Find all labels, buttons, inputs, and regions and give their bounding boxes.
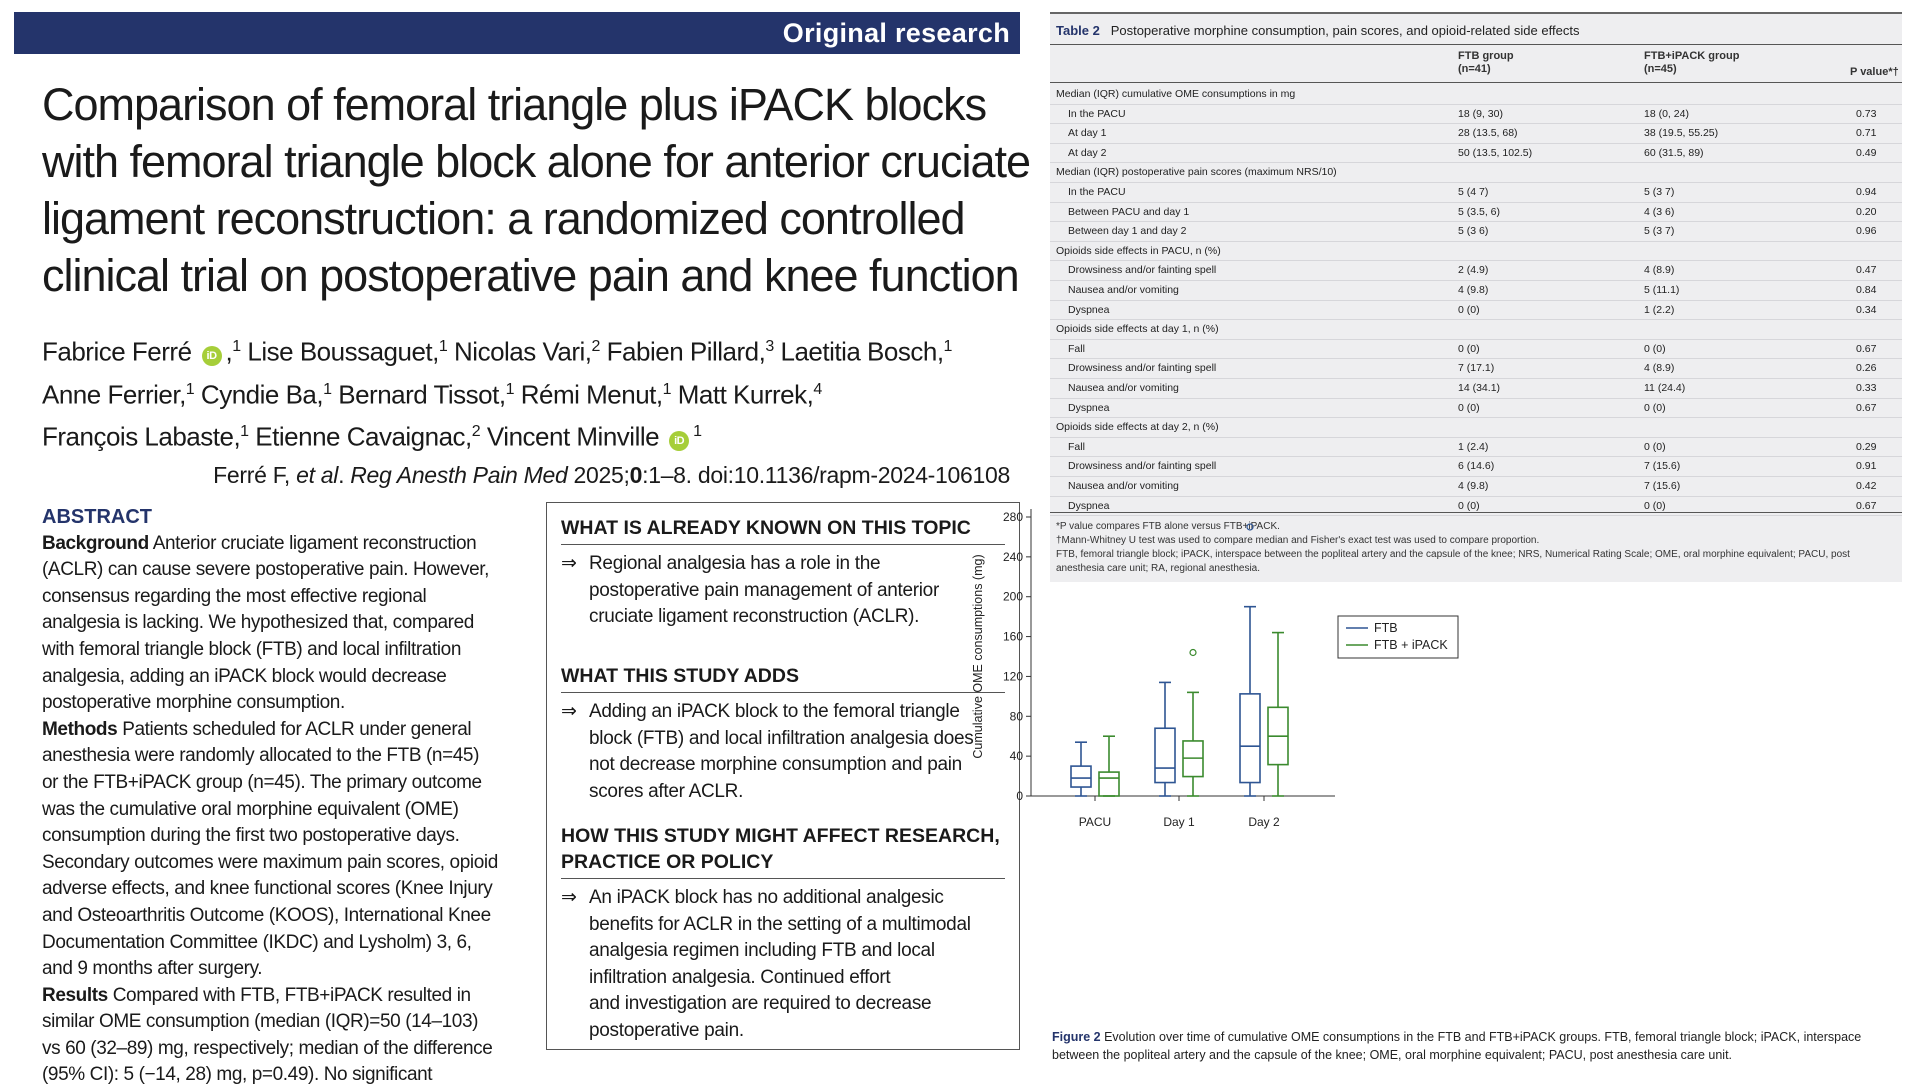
figure-2 — [860, 504, 1740, 964]
abstract-line: or the FTB+iPACK group (n=45). The primary outcome — [42, 771, 482, 793]
abstract-line — [42, 983, 532, 1010]
affiliation-sup: 1 — [505, 380, 514, 398]
abstract-line: consensus regarding the most effective regional — [42, 585, 427, 607]
table-cell-ftb: 2 (4.9) — [1458, 264, 1489, 277]
table-cell-label: Median (IQR) postoperative pain scores (maximum NRS/10) — [1056, 166, 1337, 179]
table-cell-combo: 7 (15.6) — [1644, 460, 1681, 473]
paper-title — [42, 76, 1032, 304]
table-cell-ftb: 5 (3.5, 6) — [1458, 205, 1501, 218]
table-cell-label: At day 1 — [1068, 127, 1107, 140]
box-plot-chart — [860, 504, 1480, 844]
table-rule — [1050, 44, 1902, 45]
author-name[interactable]: Fabien Pillard, — [599, 336, 766, 367]
adds-heading: WHAT THIS STUDY ADDS — [561, 663, 1005, 693]
arrow-icon: ⇒ — [561, 553, 577, 574]
table-cell-ftb: 14 (34.1) — [1458, 382, 1501, 394]
y-tick-label: 120 — [1002, 669, 1023, 684]
table-cell-p: 0.20 — [1856, 205, 1877, 218]
table-cell-label: Drowsiness and/or fainting spell — [1068, 362, 1217, 375]
abstract-heading: ABSTRACT — [42, 506, 152, 528]
abstract-line: vs 60 (32–89) mg, respectively; median of the difference — [42, 1037, 493, 1059]
y-tick-label: 200 — [1002, 589, 1023, 604]
x-tick-label: Day 2 — [1248, 815, 1280, 829]
affiliation-sup: 4 — [813, 380, 822, 398]
abstract-line: postoperative morphine consumption. — [42, 692, 345, 714]
table-cell-ftb: 5 (3 6) — [1458, 225, 1489, 238]
table-row — [1050, 260, 1902, 281]
table-section-row — [1050, 319, 1902, 340]
table-cell-label: Between day 1 and day 2 — [1068, 225, 1187, 238]
abstract-line: was the cumulative oral morphine equivalent (OME) — [42, 798, 459, 820]
author-line — [42, 413, 952, 456]
banner-label: Original research — [782, 18, 1010, 48]
table-cell-ftb: 50 (13.5, 102.5) — [1458, 146, 1533, 159]
abstract-line: with femoral triangle block (FTB) and local infiltration — [42, 638, 461, 660]
abstract-line: consumption during the first two postoperative days. — [42, 825, 460, 847]
caption-text: Evolution over time of cumulative OME consumptions in the FTB and FTB+iPACK groups. FTB, femoral triangle block; iPACK, interspace — [1100, 1030, 1862, 1044]
table-cell-p: 0.33 — [1856, 382, 1877, 394]
abstract-line: Secondary outcomes were maximum pain scores, opioid — [42, 851, 498, 873]
table-cell-label: In the PACU — [1068, 107, 1126, 120]
table-section-row — [1050, 417, 1902, 438]
table-row — [1050, 143, 1902, 164]
table-row — [1050, 437, 1902, 458]
table-cell-label: Nausea and/or vomiting — [1068, 480, 1179, 492]
y-tick-label: 40 — [1009, 749, 1023, 764]
abstract — [42, 504, 532, 1089]
table-cell-label: Dyspnea — [1068, 303, 1110, 316]
box — [1099, 772, 1119, 796]
abstract-line: and Osteoarthritis Outcome (KOOS), International Knee — [42, 904, 491, 926]
affect-heading: HOW THIS STUDY MIGHT AFFECT RESEARCH, — [561, 825, 1000, 847]
table-row — [1050, 398, 1902, 419]
table-row — [1050, 456, 1902, 477]
table-cell-combo: 0 (0) — [1644, 440, 1666, 453]
table-cell-ftb: 4 (9.8) — [1458, 480, 1489, 492]
key-message-line: infiltration analgesia. Continued effort — [589, 966, 891, 988]
table-cell-combo: 38 (19.5, 55.25) — [1644, 127, 1719, 140]
title-line: Comparison of femoral triangle plus iPACK blocks — [42, 79, 987, 130]
table-cell-combo: 4 (8.9) — [1644, 264, 1675, 277]
table-cell-combo: 4 (3 6) — [1644, 205, 1675, 218]
citation-part: . — [338, 462, 351, 488]
abstract-line — [42, 531, 532, 558]
abstract-line: anesthesia were randomly allocated to the FTB (n=45) — [42, 745, 480, 767]
table-cell-label: At day 2 — [1068, 146, 1107, 159]
key-message-line: Regional analgesia has a role in the — [589, 553, 881, 574]
key-message-line: analgesia regimen including FTB and local — [589, 940, 935, 962]
affiliation-sup: 1 — [232, 338, 241, 355]
key-message-line: not decrease morphine consumption and pain — [589, 754, 962, 776]
table-cell-p: 0.26 — [1856, 362, 1877, 375]
table-cell-p: 0.67 — [1856, 401, 1877, 414]
table-cell-label: Fall — [1068, 440, 1085, 453]
author-name[interactable]: Cyndie Ba, — [194, 379, 324, 410]
table-cell-p: 0.47 — [1856, 264, 1877, 277]
author-sep: , — [225, 336, 233, 367]
y-tick-label: 0 — [1016, 789, 1023, 803]
known-heading: WHAT IS ALREADY KNOWN ON THIS TOPIC — [561, 515, 1005, 545]
table-cell-label: Opioids side effects at day 2, n (%) — [1056, 421, 1219, 434]
background-label: Background — [42, 532, 149, 554]
citation-line — [213, 462, 1010, 489]
table-cell-p: 0.71 — [1856, 127, 1877, 140]
table-cell-p: 0.84 — [1856, 284, 1877, 296]
table-cell-label: In the PACU — [1068, 186, 1126, 198]
author-name[interactable]: Laetitia Bosch, — [773, 336, 944, 367]
table-row — [1050, 104, 1902, 125]
table-cell-p: 0.29 — [1856, 440, 1877, 453]
col-header-n: (n=41) — [1458, 63, 1491, 75]
author-name[interactable]: François Labaste, — [42, 421, 241, 452]
table-cell-p: 0.42 — [1856, 480, 1877, 492]
table-cell-combo: 0 (0) — [1644, 499, 1666, 512]
table-row — [1050, 221, 1902, 242]
col-header-text: FTB+iPACK group — [1644, 50, 1740, 62]
table-cell-ftb: 0 (0) — [1458, 303, 1480, 316]
table-section-row — [1050, 162, 1902, 183]
article-results-page — [971, 12, 1916, 1080]
table-note: †Mann-Whitney U test was used to compare median and Fisher's exact test was used to compare proportion. — [1056, 535, 1540, 546]
arrow-icon: ⇒ — [561, 701, 577, 722]
box — [1071, 766, 1091, 787]
table-cell-label: Nausea and/or vomiting — [1068, 284, 1179, 296]
legend-label: FTB + iPACK — [1374, 638, 1448, 652]
methods-label: Methods — [42, 718, 118, 740]
col-header-ftb — [1458, 50, 1514, 76]
abstract-line: (95% CI): 5 (−14, 28) mg, p=0.49). No significant — [42, 1064, 433, 1086]
caption-line — [1052, 1028, 1912, 1046]
table-rule — [1050, 82, 1902, 83]
author-name[interactable]: Fabrice Ferré — [42, 336, 192, 367]
table-cell-label: Dyspnea — [1068, 401, 1110, 414]
table-cell-ftb: 0 (0) — [1458, 499, 1480, 512]
author-name[interactable]: Etienne Cavaignac, — [248, 421, 472, 452]
table-cell-p: 0.91 — [1856, 460, 1877, 473]
author-name[interactable]: Rémi Menut, — [514, 379, 663, 410]
box — [1155, 728, 1175, 782]
table-row — [1050, 300, 1902, 321]
author-name[interactable]: Bernard Tissot, — [331, 379, 506, 410]
abstract-line: analgesia, adding an iPACK block would decrease — [42, 665, 447, 687]
table-cell-p: 0.49 — [1856, 146, 1877, 159]
author-name[interactable]: Lise Boussaguet, — [240, 336, 439, 367]
table-cell-label: Nausea and/or vomiting — [1068, 382, 1179, 394]
table-note: *P value compares FTB alone versus FTB+iPACK. — [1056, 521, 1280, 532]
key-message-line: benefits for ACLR in the setting of a multimodal — [589, 913, 971, 935]
abstract-line: and 9 months after surgery. — [42, 958, 263, 980]
table-cell-p: 0.67 — [1856, 499, 1877, 512]
abstract-text: Anterior cruciate ligament reconstruction — [148, 532, 477, 554]
table-row — [1050, 182, 1902, 203]
key-message-line: postoperative pain management of anterior — [589, 579, 939, 601]
abstract-line: similar OME consumption (median (IQR)=50 (14–103) — [42, 1011, 479, 1033]
key-message-line: postoperative pain. — [589, 1019, 744, 1041]
table-cell-combo: 5 (3 7) — [1644, 225, 1675, 238]
key-message-line: block (FTB) and local infiltration analgesia does — [589, 727, 974, 749]
citation-part: Ferré F, — [213, 462, 297, 488]
affiliation-sup: 1 — [943, 338, 952, 355]
table-note: anesthesia care unit; RA, regional anesthesia. — [1056, 563, 1261, 574]
outlier-point — [1247, 524, 1253, 530]
key-message-line: An iPACK block has no additional analgesic — [589, 887, 944, 908]
affiliation-sup: 1 — [662, 380, 672, 398]
abstract-line — [42, 717, 532, 744]
legend-label: FTB — [1374, 621, 1398, 635]
table-section-row — [1050, 84, 1902, 105]
orcid-icon[interactable]: iD — [669, 431, 689, 451]
results-label: Results — [42, 984, 108, 1006]
table-cell-p: 0.67 — [1856, 342, 1877, 355]
figure-caption — [1052, 1028, 1912, 1064]
section-banner — [14, 12, 1020, 54]
table-cell-combo: 0 (0) — [1644, 401, 1666, 414]
table-row — [1050, 280, 1902, 301]
abstract-text: Patients scheduled for ACLR under general — [117, 718, 472, 740]
table-row — [1050, 339, 1902, 360]
col-header-text: FTB group — [1458, 50, 1514, 62]
table-cell-ftb: 28 (13.5, 68) — [1458, 127, 1518, 140]
citation-part: et al — [296, 462, 339, 488]
table-caption — [1056, 23, 1579, 38]
table-cell-label: Between PACU and day 1 — [1068, 205, 1190, 218]
table-cell-combo: 5 (11.1) — [1644, 284, 1680, 296]
abstract-line: Documentation Committee (IKDC) and Lysholm) 3, 6, — [42, 931, 472, 953]
table-cell-ftb: 6 (14.6) — [1458, 460, 1495, 473]
table-row — [1050, 202, 1902, 223]
col-header-combo — [1644, 50, 1739, 76]
citation-journal: Reg Anesth Pain Med — [350, 462, 568, 488]
table-cell-label: Fall — [1068, 342, 1085, 355]
affiliation-sup: 1 — [240, 423, 249, 441]
table-label: Table 2 — [1056, 23, 1100, 38]
author-line — [42, 328, 952, 371]
citation-volume: 0 — [629, 462, 643, 488]
y-tick-label: 80 — [1009, 709, 1023, 724]
arrow-icon: ⇒ — [561, 887, 577, 908]
x-tick-label: Day 1 — [1163, 815, 1195, 829]
figure-label: Figure 2 — [1052, 1030, 1101, 1044]
table-cell-label: Dyspnea — [1068, 499, 1110, 512]
table-cell-label: Drowsiness and/or fainting spell — [1068, 460, 1217, 473]
affiliation-sup: 1 — [693, 423, 702, 441]
table-cell-ftb: 0 (0) — [1458, 401, 1480, 414]
table-cell-label: Opioids side effects in PACU, n (%) — [1056, 244, 1221, 257]
table-cell-label: Drowsiness and/or fainting spell — [1068, 264, 1217, 277]
table-cell-p: 0.34 — [1856, 303, 1877, 316]
affiliation-sup: 1 — [185, 380, 195, 398]
author-name[interactable]: Nicolas Vari, — [447, 336, 592, 367]
table-cell-ftb: 0 (0) — [1458, 342, 1480, 355]
table-row — [1050, 476, 1902, 497]
y-axis-label: Cumulative OME consumptions (mg) — [971, 554, 985, 759]
y-tick-label: 160 — [1002, 629, 1023, 644]
author-list — [42, 328, 952, 456]
author-line — [42, 371, 952, 414]
y-tick-label: 280 — [1002, 510, 1023, 524]
table-cell-label: Median (IQR) cumulative OME consumptions in mg — [1056, 88, 1296, 100]
table-cell-ftb: 1 (2.4) — [1458, 440, 1489, 453]
table-cell-ftb: 5 (4 7) — [1458, 186, 1489, 198]
table-cell-label: Opioids side effects at day 1, n (%) — [1056, 323, 1219, 336]
affiliation-sup: 1 — [438, 338, 448, 355]
table-cell-p: 0.94 — [1856, 186, 1877, 198]
abstract-line: (ACLR) can cause severe postoperative pain. However, — [42, 559, 490, 581]
citation-doi[interactable]: :1–8. doi:10.1136/rapm-2024-106108 — [642, 462, 1010, 488]
col-header-p: P value*† — [1850, 66, 1899, 78]
x-tick-label: PACU — [1078, 815, 1112, 829]
affiliation-sup: 3 — [765, 338, 774, 355]
results-table — [1050, 12, 1902, 582]
table-row — [1050, 378, 1902, 399]
author-name[interactable]: Vincent Minville — [480, 421, 660, 452]
abstract-text: Compared with FTB, FTB+iPACK resulted in — [107, 984, 471, 1006]
title-line: with femoral triangle block alone for anterior cruciate — [42, 136, 1030, 187]
title-line: clinical trial on postoperative pain and knee function — [42, 250, 1019, 301]
citation-part: 2025; — [567, 462, 630, 488]
outlier-point — [1190, 650, 1196, 656]
table-note: FTB, femoral triangle block; iPACK, interspace between the popliteal artery and the capsule of the knee; NRS, Numerical Rating Scale; OME, oral morphine equivalent; PACU, post — [1056, 549, 1850, 560]
table-row — [1050, 358, 1902, 379]
table-cell-combo: 60 (31.5, 89) — [1644, 146, 1704, 159]
table-title: Postoperative morphine consumption, pain scores, and opioid-related side effects — [1110, 23, 1580, 38]
affiliation-sup: 2 — [591, 338, 600, 355]
table-row — [1050, 123, 1902, 144]
abstract-line: adverse effects, and knee functional scores (Knee Injury — [42, 878, 493, 900]
table-cell-combo: 1 (2.2) — [1644, 303, 1675, 316]
affect-heading: PRACTICE OR POLICY — [561, 849, 1005, 879]
table-cell-combo: 0 (0) — [1644, 342, 1666, 355]
affiliation-sup: 1 — [323, 380, 332, 398]
box — [1240, 694, 1260, 783]
key-message-line: and investigation are required to decrease — [589, 993, 932, 1015]
author-name[interactable]: Anne Ferrier, — [42, 379, 186, 410]
table-cell-ftb: 4 (9.8) — [1458, 284, 1489, 296]
table-cell-ftb: 18 (9, 30) — [1458, 107, 1503, 120]
key-message-line: scores after ACLR. — [589, 780, 744, 802]
col-header-n: (n=45) — [1644, 63, 1677, 75]
abstract-line: analgesia is lacking. We hypothesized that, compared — [42, 612, 474, 634]
orcid-icon[interactable]: iD — [202, 346, 222, 366]
table-cell-combo: 11 (24.4) — [1644, 382, 1686, 394]
table-cell-ftb: 7 (17.1) — [1458, 362, 1495, 375]
table-cell-combo: 4 (8.9) — [1644, 362, 1675, 375]
author-name[interactable]: Matt Kurrek, — [671, 379, 814, 410]
table-cell-combo: 7 (15.6) — [1644, 480, 1681, 492]
key-message-line: cruciate ligament reconstruction (ACLR). — [589, 606, 920, 628]
table-cell-p: 0.73 — [1856, 107, 1877, 120]
caption-line: between the popliteal artery and the capsule of the knee; OME, oral morphine equivalent; PACU, post anesthesia care unit. — [1052, 1048, 1733, 1062]
y-tick-label: 240 — [1002, 549, 1023, 564]
key-message-line: Adding an iPACK block to the femoral triangle — [589, 701, 960, 722]
table-section-row — [1050, 241, 1902, 262]
title-line: ligament reconstruction: a randomized controlled — [42, 193, 965, 244]
affiliation-sup: 2 — [471, 423, 481, 441]
table-cell-combo: 5 (3 7) — [1644, 186, 1675, 198]
table-cell-p: 0.96 — [1856, 225, 1877, 238]
table-cell-combo: 18 (0, 24) — [1644, 107, 1689, 120]
